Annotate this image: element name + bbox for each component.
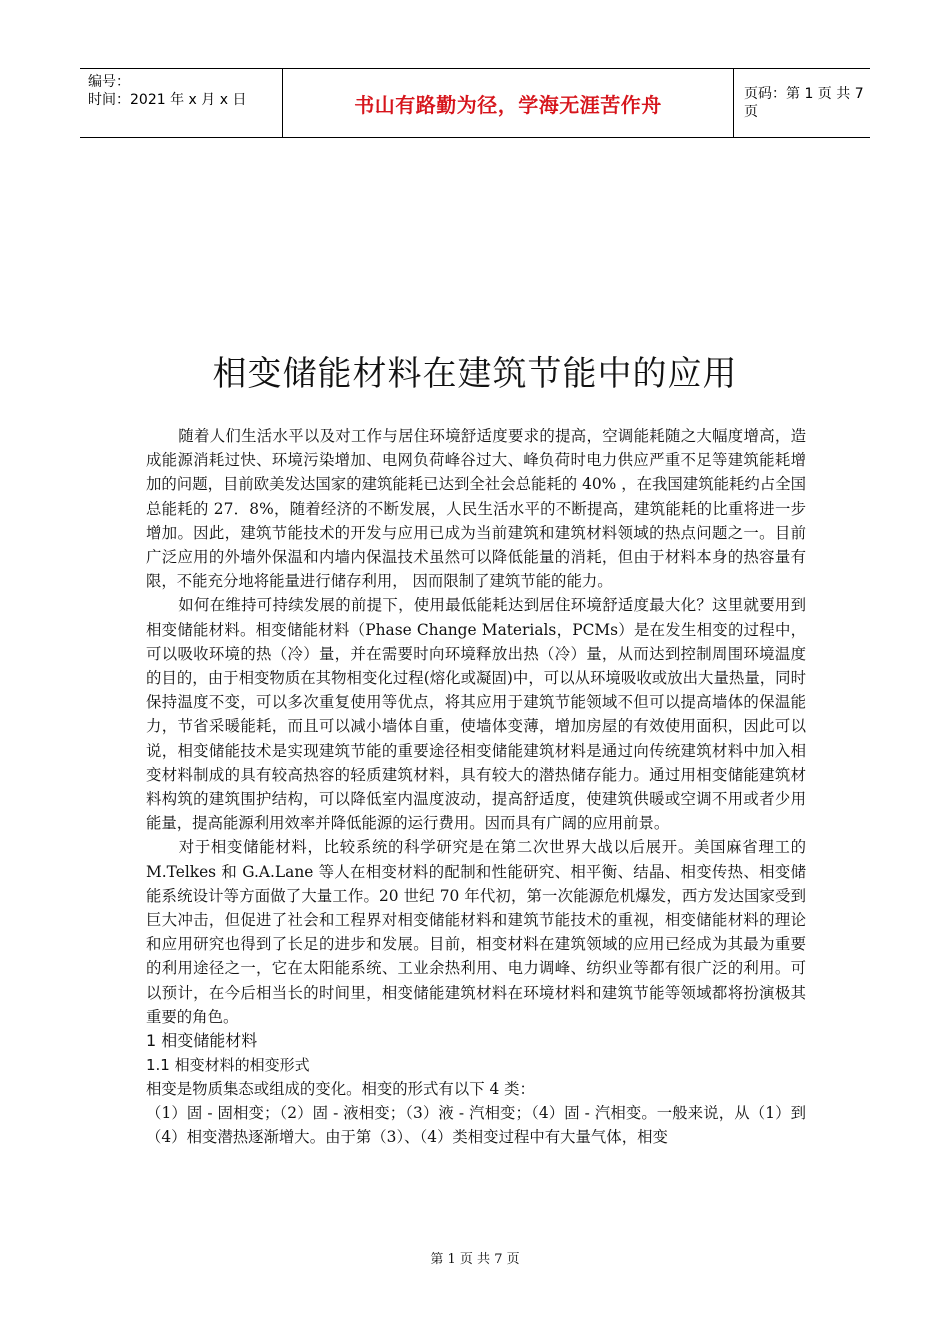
paragraph <box>146 835 806 1029</box>
header-meta-cell <box>80 69 282 137</box>
document-body <box>146 424 806 1150</box>
date-line: 时间：2021 年 x 月 x 日 <box>88 92 247 108</box>
paragraph-text: 如何在维持可持续发展的前提下，使用最低能耗达到居住环境舒适度最大化？这里就要用到相变储能材料。相变储能材料（Phase Change Materials，PCMs）是在发生相变的过程中，可以吸收环境的热（冷）量，并在需要时向环境释放出热（冷）量，从而达到控制周围环境温度的目的，由于相变物质在其物相变化过程(熔化或凝固)中，可以从环境吸收或放出大量热量，同时保持温度不变，可以多次重复使用等优点，将其应用于建筑节能领域不但可以提高墙体的保温能力，节省采暖能耗，而且可以减小墙体自重，使墙体变薄，增加房屋的有效使用面积，因此可以说，相变储能技术是实现建筑节能的重要途径相变储能建筑材料是通过向传统建筑材料中加入相变材料制成的具有较高热容的轻质建筑材料，具有较大的潜热储存能力。通过用相变储能建筑材料构筑的建筑围护结构，可以降低室内温度波动，提高舒适度，使建筑供暖或空调不用或者少用能量，提高能源利用效率并降低能源的运行费用。因而具有广阔的应用前景。 <box>146 596 806 833</box>
document-title: 相变储能材料在建筑节能中的应用 <box>212 354 738 394</box>
header-motto-cell <box>282 69 734 137</box>
paragraph <box>146 424 806 593</box>
section-text: （1）固 - 固相变；（2）固 - 液相变；（3）液 - 汽相变；（4）固 - 汽相变。一般来说，从（1）到（4）相变潜热逐渐增大。由于第（3）、（4）类相变过程中有大量气体，相变 <box>146 1104 806 1147</box>
section-text: 相变是物质集态或组成的变化。相变的形式有以下 4 类： <box>146 1080 535 1099</box>
section-heading: 1 相变储能材料 <box>146 1031 258 1051</box>
subsection-heading: 1.1 相变材料的相变形式 <box>146 1056 310 1075</box>
paragraph-text: 对于相变储能材料，比较系统的科学研究是在第二次世界大战以后展开。美国麻省理工的 M.Telkes 和 G.A.Lane 等人在相变材料的配制和性能研究、相平衡、结晶、相变传热、相变储能系统设计等方面做了大量工作。20 世纪 70 年代初，第一次能源危机爆发，西方发达国家受到巨大冲击，但促进了社会和工程界对相变储能材料和建筑节能技术的重视，相变储能材料的理论和应用研究也得到了长足的进步和发展。目前，相变材料在建筑领域的应用已经成为其最为重要的利用途径之一，它在太阳能系统、工业余热利用、电力调峰、纺织业等都有很广泛的利用。可以预计，在今后相当长的时间里，相变储能建筑材料在环境材料和建筑节能等领域都将扮演极其重要的角色。 <box>146 838 806 1026</box>
motto-text: 书山有路勤为径，学海无涯苦作舟 <box>354 92 662 117</box>
paragraph <box>146 593 806 835</box>
header-page-info: 页码：第 1 页 共 7 页 <box>744 86 864 120</box>
header-page-cell <box>732 69 870 137</box>
page-footer: 第 1 页 共 7 页 <box>430 1252 520 1267</box>
page-header <box>80 68 870 138</box>
paragraph-text: 随着人们生活水平以及对工作与居住环境舒适度要求的提高，空调能耗随之大幅度增高，造成能源消耗过快、环境污染增加、电网负荷峰谷过大、峰负荷时电力供应严重不足等建筑能耗增加的问题，目前欧美发达国家的建筑能耗已达到全社会总能耗的 40% ，在我国建筑能耗约占全国总能耗的 27．8%，随着经济的不断发展，人民生活水平的不断提高，建筑能耗的比重将进一步增加。因此，建筑节能技术的开发与应用已成为当前建筑和建筑材料领域的热点问题之一。目前广泛应用的外墙外保温和内墙内保温技术虽然可以降低能量的消耗，但由于材料本身的热容量有限，不能充分地将能量进行储存利用， 因而限制了建筑节能的能力。 <box>146 427 806 591</box>
number-label: 编号： <box>88 74 130 90</box>
